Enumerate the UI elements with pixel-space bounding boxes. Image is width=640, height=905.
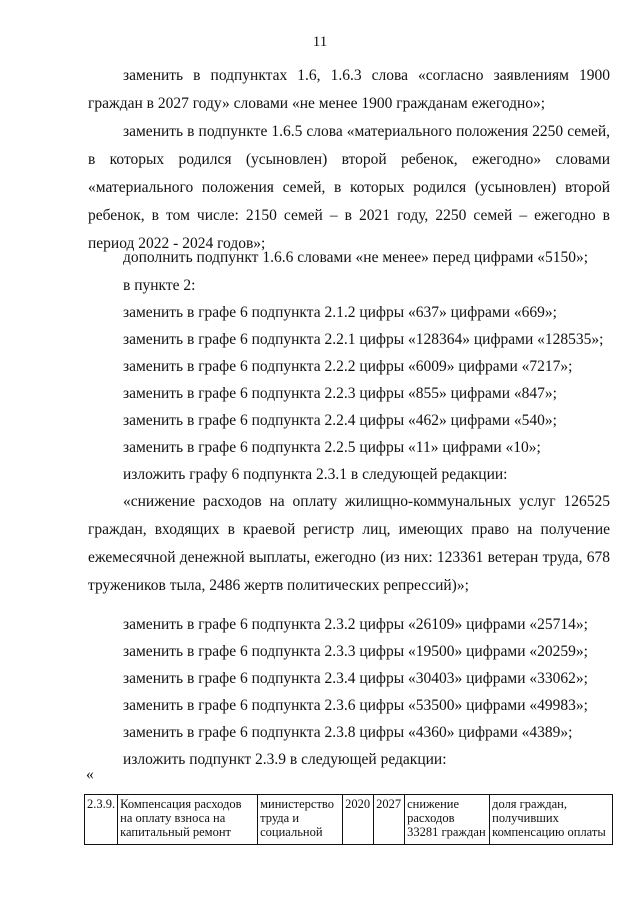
line-3: заменить в графе 6 подпункта 2.1.2 цифры «637» цифрами «669»; — [123, 304, 557, 321]
line-2: в пункте 2: — [123, 277, 196, 294]
table-cell-start-year: 2020 — [343, 795, 374, 845]
paragraph-2: заменить в подпункте 1.6.5 слова «материального положения 2250 семей, в которых родился (усыновлен) второй ребенок, ежегодно» словами «материального положения семей, в которых родился (усыновлен) второй ребенок, в том числе: 2150 семей – в 2021 году, 2250 семей – ежегодно в период 2022 - 2024 годов»; — [88, 123, 610, 252]
line-13: заменить в графе 6 подпункта 2.3.6 цифры «53500» цифрами «49983»; — [123, 697, 588, 714]
page-number: 11 — [312, 34, 328, 50]
opening-quote: « — [86, 766, 94, 783]
program-table — [84, 794, 613, 845]
table-cell-name: Компенсация расходов на оплату взноса на капитальный ремонт — [118, 795, 258, 845]
line-10: заменить в графе 6 подпункта 2.3.2 цифры «26109» цифрами «25714»; — [123, 616, 588, 633]
line-15: изложить подпункт 2.3.9 в следующей редакции: — [123, 751, 447, 768]
line-11: заменить в графе 6 подпункта 2.3.3 цифры «19500» цифрами «20259»; — [123, 643, 588, 660]
table-cell-number: 2.3.9. — [85, 795, 118, 845]
paragraph-3: «снижение расходов на оплату жилищно-коммунальных услуг 126525 граждан, входящих в краевой регистр лиц, имеющих право на получение ежемесячной денежной выплаты, ежегодно (из них: 123361 ветеран труда, 678 тружеников тыла, 2486 жертв политических репрессий)»; — [88, 493, 610, 594]
line-1: дополнить подпункт 1.6.6 словами «не менее» перед цифрами «5150»; — [123, 249, 589, 266]
line-5: заменить в графе 6 подпункта 2.2.2 цифры «6009» цифрами «7217»; — [123, 358, 573, 375]
line-7: заменить в графе 6 подпункта 2.2.4 цифры «462» цифрами «540»; — [123, 412, 557, 429]
table-cell-executor: министерство труда и социальной — [258, 795, 343, 845]
line-8: заменить в графе 6 подпункта 2.2.5 цифры «11» цифрами «10»; — [123, 439, 541, 456]
table-row — [85, 795, 613, 845]
line-6: заменить в графе 6 подпункта 2.2.3 цифры «855» цифрами «847»; — [123, 385, 557, 402]
line-4: заменить в графе 6 подпункта 2.2.1 цифры «128364» цифрами «128535»; — [123, 331, 604, 348]
line-9: изложить графу 6 подпункта 2.3.1 в следующей редакции: — [123, 466, 508, 483]
table-cell-indicator: доля граждан, получивших компенсацию оплаты — [490, 795, 613, 845]
line-12: заменить в графе 6 подпункта 2.3.4 цифры «30403» цифрами «33062»; — [123, 670, 588, 687]
table-cell-end-year: 2027 — [374, 795, 405, 845]
paragraph-1: заменить в подпунктах 1.6, 1.6.3 слова «согласно заявлениям 1900 граждан в 2027 году» словами «не менее 1900 гражданам ежегодно»; — [88, 67, 610, 112]
table-cell-result: снижение расходов 33281 граждан — [405, 795, 490, 845]
line-14: заменить в графе 6 подпункта 2.3.8 цифры «4360» цифрами «4389»; — [123, 724, 573, 741]
